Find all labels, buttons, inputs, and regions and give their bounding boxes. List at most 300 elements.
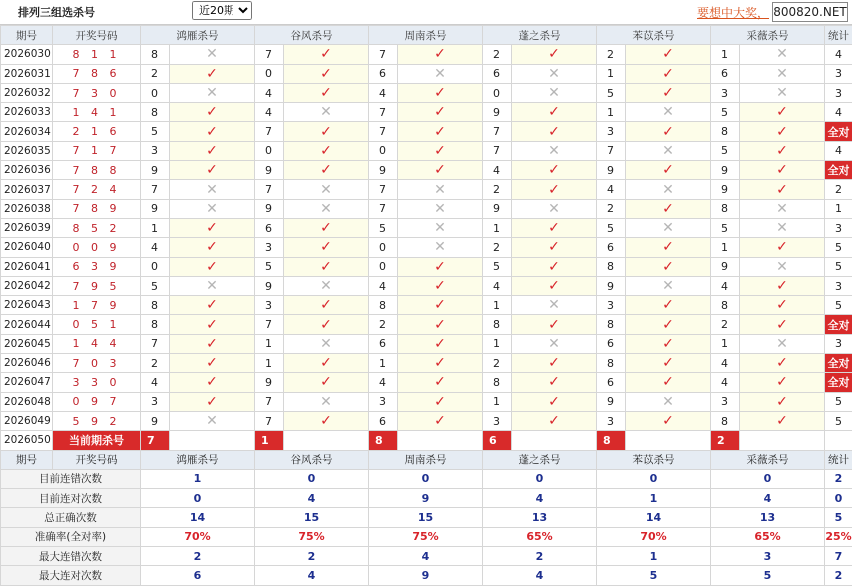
kill-number: 7 bbox=[369, 45, 398, 64]
total-cell: 3 bbox=[825, 83, 852, 102]
draw-number: 0 0 9 bbox=[53, 238, 141, 257]
kill-number: 3 bbox=[597, 122, 626, 141]
miss-cross-icon: ✕ bbox=[398, 218, 483, 237]
kill-number: 3 bbox=[711, 83, 740, 102]
total-cell: 4 bbox=[825, 103, 852, 122]
period-cell: 2026048 bbox=[1, 392, 53, 411]
hit-check-icon: ✓ bbox=[398, 83, 483, 102]
hit-check-icon: ✓ bbox=[626, 238, 711, 257]
kill-number: 1 bbox=[597, 64, 626, 83]
hit-check-icon: ✓ bbox=[512, 218, 597, 237]
hit-check-icon: ✓ bbox=[512, 276, 597, 295]
promo-link[interactable]: 要想中大奖， bbox=[697, 4, 769, 21]
kill-number: 0 bbox=[141, 257, 170, 276]
hit-check-icon: ✓ bbox=[398, 373, 483, 392]
stats-value: 65% bbox=[483, 527, 597, 546]
kill-number: 7 bbox=[369, 180, 398, 199]
kill-number: 8 bbox=[141, 296, 170, 315]
kill-number: 7 bbox=[141, 334, 170, 353]
total-cell: 5 bbox=[825, 257, 852, 276]
hit-check-icon: ✓ bbox=[284, 296, 369, 315]
total-cell: 3 bbox=[825, 64, 852, 83]
kill-number: 3 bbox=[711, 392, 740, 411]
hit-check-icon: ✓ bbox=[170, 64, 255, 83]
kill-number: 7 bbox=[255, 122, 284, 141]
kill-number: 6 bbox=[711, 64, 740, 83]
hit-check-icon: ✓ bbox=[740, 141, 825, 160]
hit-check-icon: ✓ bbox=[512, 392, 597, 411]
table-row bbox=[1, 373, 852, 392]
hit-check-icon: ✓ bbox=[398, 257, 483, 276]
kill-number: 7 bbox=[255, 180, 284, 199]
miss-cross-icon: ✕ bbox=[398, 238, 483, 257]
kill-number: 4 bbox=[369, 276, 398, 295]
kill-number: 8 bbox=[597, 257, 626, 276]
kill-number: 9 bbox=[711, 161, 740, 180]
total-cell: 4 bbox=[825, 45, 852, 64]
miss-cross-icon: ✕ bbox=[398, 199, 483, 218]
kill-number: 5 bbox=[597, 218, 626, 237]
period-cell: 2026030 bbox=[1, 45, 53, 64]
empty-cell bbox=[825, 431, 852, 450]
kill-number: 1 bbox=[711, 238, 740, 257]
table-row bbox=[1, 45, 852, 64]
kill-number: 5 bbox=[141, 122, 170, 141]
kill-number: 5 bbox=[483, 257, 512, 276]
kill-number: 6 bbox=[597, 334, 626, 353]
kill-number: 8 bbox=[711, 296, 740, 315]
stats-value: 75% bbox=[369, 527, 483, 546]
table-row bbox=[1, 180, 852, 199]
hit-check-icon: ✓ bbox=[626, 122, 711, 141]
period-cell: 2026034 bbox=[1, 122, 53, 141]
kill-number: 2 bbox=[141, 354, 170, 373]
hit-check-icon: ✓ bbox=[284, 238, 369, 257]
kill-number: 9 bbox=[141, 411, 170, 430]
miss-cross-icon: ✕ bbox=[398, 180, 483, 199]
kill-number: 6 bbox=[369, 411, 398, 430]
hit-check-icon: ✓ bbox=[512, 180, 597, 199]
hit-check-icon: ✓ bbox=[284, 122, 369, 141]
kill-number: 2 bbox=[597, 45, 626, 64]
kill-number: 7 bbox=[255, 392, 284, 411]
stats-row bbox=[1, 547, 852, 566]
stats-label: 目前连错次数 bbox=[1, 469, 141, 488]
current-kill-badge: 7 bbox=[141, 431, 170, 450]
period-cell: 2026036 bbox=[1, 161, 53, 180]
hit-check-icon: ✓ bbox=[398, 161, 483, 180]
header-expert-1: 鸿雁杀号 bbox=[141, 26, 255, 45]
kill-number: 3 bbox=[483, 411, 512, 430]
hit-check-icon: ✓ bbox=[284, 83, 369, 102]
miss-cross-icon: ✕ bbox=[170, 276, 255, 295]
miss-cross-icon: ✕ bbox=[626, 392, 711, 411]
kill-number: 8 bbox=[141, 103, 170, 122]
hit-check-icon: ✓ bbox=[398, 334, 483, 353]
stats-header-expert-3: 周南杀号 bbox=[369, 450, 483, 469]
hit-check-icon: ✓ bbox=[170, 315, 255, 334]
stats-value: 4 bbox=[255, 566, 369, 585]
hit-check-icon: ✓ bbox=[626, 354, 711, 373]
period-cell: 2026035 bbox=[1, 141, 53, 160]
kill-number: 1 bbox=[255, 334, 284, 353]
total-cell: 5 bbox=[825, 411, 852, 430]
miss-cross-icon: ✕ bbox=[512, 64, 597, 83]
miss-cross-icon: ✕ bbox=[170, 45, 255, 64]
kill-number: 3 bbox=[141, 141, 170, 160]
period-cell: 2026045 bbox=[1, 334, 53, 353]
kill-number: 7 bbox=[483, 141, 512, 160]
miss-cross-icon: ✕ bbox=[626, 276, 711, 295]
hit-check-icon: ✓ bbox=[512, 315, 597, 334]
hit-check-icon: ✓ bbox=[626, 199, 711, 218]
draw-number: 7 9 5 bbox=[53, 276, 141, 295]
kill-number: 3 bbox=[369, 392, 398, 411]
empty-cell bbox=[284, 431, 369, 450]
total-full-badge: 全对 bbox=[825, 122, 852, 141]
hit-check-icon: ✓ bbox=[284, 354, 369, 373]
hit-check-icon: ✓ bbox=[170, 296, 255, 315]
empty-cell bbox=[626, 431, 711, 450]
kill-number: 5 bbox=[711, 141, 740, 160]
kill-number: 6 bbox=[597, 373, 626, 392]
hit-check-icon: ✓ bbox=[512, 373, 597, 392]
hit-check-icon: ✓ bbox=[740, 161, 825, 180]
hit-check-icon: ✓ bbox=[170, 257, 255, 276]
period-cell: 2026033 bbox=[1, 103, 53, 122]
table-row bbox=[1, 161, 852, 180]
hit-check-icon: ✓ bbox=[284, 257, 369, 276]
hit-check-icon: ✓ bbox=[512, 45, 597, 64]
hit-check-icon: ✓ bbox=[170, 161, 255, 180]
stats-header-period: 期号 bbox=[1, 450, 53, 469]
hit-check-icon: ✓ bbox=[512, 161, 597, 180]
hit-check-icon: ✓ bbox=[626, 64, 711, 83]
kill-number: 6 bbox=[597, 238, 626, 257]
table-row bbox=[1, 392, 852, 411]
miss-cross-icon: ✕ bbox=[284, 180, 369, 199]
kill-number: 1 bbox=[369, 354, 398, 373]
hit-check-icon: ✓ bbox=[398, 411, 483, 430]
stats-label: 最大连错次数 bbox=[1, 547, 141, 566]
miss-cross-icon: ✕ bbox=[284, 334, 369, 353]
miss-cross-icon: ✕ bbox=[284, 199, 369, 218]
stats-label: 准确率(全对率) bbox=[1, 527, 141, 546]
current-kill-badge: 6 bbox=[483, 431, 512, 450]
draw-number: 7 0 3 bbox=[53, 354, 141, 373]
hit-check-icon: ✓ bbox=[626, 296, 711, 315]
kill-number: 1 bbox=[483, 392, 512, 411]
kill-number: 1 bbox=[711, 334, 740, 353]
table-row bbox=[1, 354, 852, 373]
period-cell: 2026039 bbox=[1, 218, 53, 237]
stats-value: 4 bbox=[255, 489, 369, 508]
miss-cross-icon: ✕ bbox=[170, 180, 255, 199]
kill-number: 8 bbox=[141, 315, 170, 334]
kill-table bbox=[0, 25, 852, 586]
header-expert-3: 周南杀号 bbox=[369, 26, 483, 45]
kill-number: 7 bbox=[369, 103, 398, 122]
current-period: 2026050 bbox=[1, 431, 53, 450]
hit-check-icon: ✓ bbox=[740, 392, 825, 411]
stats-value: 4 bbox=[483, 566, 597, 585]
kill-number: 4 bbox=[711, 276, 740, 295]
stats-header-row bbox=[1, 450, 852, 469]
hit-check-icon: ✓ bbox=[284, 45, 369, 64]
hit-check-icon: ✓ bbox=[170, 238, 255, 257]
hit-check-icon: ✓ bbox=[626, 315, 711, 334]
kill-number: 8 bbox=[483, 315, 512, 334]
hit-check-icon: ✓ bbox=[170, 218, 255, 237]
hit-check-icon: ✓ bbox=[512, 122, 597, 141]
stats-value: 9 bbox=[369, 489, 483, 508]
kill-number: 2 bbox=[483, 354, 512, 373]
kill-number: 9 bbox=[255, 276, 284, 295]
stats-value: 15 bbox=[255, 508, 369, 527]
stats-label: 目前连对次数 bbox=[1, 489, 141, 508]
hit-check-icon: ✓ bbox=[740, 354, 825, 373]
kill-number: 2 bbox=[369, 315, 398, 334]
header-total: 统计 bbox=[825, 26, 852, 45]
table-row bbox=[1, 411, 852, 430]
miss-cross-icon: ✕ bbox=[740, 257, 825, 276]
miss-cross-icon: ✕ bbox=[170, 83, 255, 102]
hit-check-icon: ✓ bbox=[398, 122, 483, 141]
hit-check-icon: ✓ bbox=[170, 354, 255, 373]
stats-total: 25% bbox=[825, 527, 852, 546]
table-row bbox=[1, 141, 852, 160]
stats-value: 9 bbox=[369, 566, 483, 585]
total-cell: 5 bbox=[825, 296, 852, 315]
stats-value: 13 bbox=[711, 508, 825, 527]
kill-number: 9 bbox=[369, 161, 398, 180]
kill-number: 0 bbox=[369, 238, 398, 257]
hit-check-icon: ✓ bbox=[284, 373, 369, 392]
draw-number: 3 3 0 bbox=[53, 373, 141, 392]
hit-check-icon: ✓ bbox=[170, 103, 255, 122]
empty-cell bbox=[398, 431, 483, 450]
kill-number: 1 bbox=[483, 218, 512, 237]
stats-header-expert-5: 苯苡杀号 bbox=[597, 450, 711, 469]
stats-header-expert-1: 鸿雁杀号 bbox=[141, 450, 255, 469]
kill-number: 7 bbox=[369, 122, 398, 141]
kill-number: 4 bbox=[711, 354, 740, 373]
kill-number: 8 bbox=[597, 315, 626, 334]
hit-check-icon: ✓ bbox=[740, 103, 825, 122]
stats-value: 0 bbox=[141, 489, 255, 508]
table-row bbox=[1, 64, 852, 83]
period-cell: 2026040 bbox=[1, 238, 53, 257]
total-cell: 3 bbox=[825, 276, 852, 295]
kill-number: 3 bbox=[597, 296, 626, 315]
draw-number: 7 3 0 bbox=[53, 83, 141, 102]
stats-header-expert-2: 谷风杀号 bbox=[255, 450, 369, 469]
miss-cross-icon: ✕ bbox=[512, 141, 597, 160]
draw-number: 0 5 1 bbox=[53, 315, 141, 334]
period-cell: 2026044 bbox=[1, 315, 53, 334]
kill-number: 9 bbox=[597, 161, 626, 180]
kill-number: 2 bbox=[597, 199, 626, 218]
stats-row bbox=[1, 566, 852, 585]
stats-value: 4 bbox=[369, 547, 483, 566]
kill-number: 0 bbox=[255, 141, 284, 160]
period-cell: 2026038 bbox=[1, 199, 53, 218]
table-row bbox=[1, 315, 852, 334]
kill-number: 8 bbox=[483, 373, 512, 392]
kill-number: 9 bbox=[483, 103, 512, 122]
draw-number: 1 7 9 bbox=[53, 296, 141, 315]
current-row bbox=[1, 431, 852, 450]
kill-number: 2 bbox=[483, 180, 512, 199]
total-full-badge: 全对 bbox=[825, 354, 852, 373]
miss-cross-icon: ✕ bbox=[170, 199, 255, 218]
draw-number: 7 8 8 bbox=[53, 161, 141, 180]
kill-number: 4 bbox=[255, 103, 284, 122]
total-full-badge: 全对 bbox=[825, 315, 852, 334]
kill-number: 7 bbox=[255, 315, 284, 334]
kill-number: 9 bbox=[141, 199, 170, 218]
kill-number: 1 bbox=[597, 103, 626, 122]
table-row bbox=[1, 257, 852, 276]
kill-number: 8 bbox=[141, 45, 170, 64]
hit-check-icon: ✓ bbox=[626, 334, 711, 353]
hit-check-icon: ✓ bbox=[740, 373, 825, 392]
stats-value: 75% bbox=[255, 527, 369, 546]
total-cell: 4 bbox=[825, 141, 852, 160]
kill-number: 7 bbox=[255, 45, 284, 64]
hit-check-icon: ✓ bbox=[512, 411, 597, 430]
stats-header-expert-6: 采薇杀号 bbox=[711, 450, 825, 469]
empty-cell bbox=[740, 431, 825, 450]
kill-number: 4 bbox=[483, 161, 512, 180]
kill-number: 3 bbox=[141, 392, 170, 411]
table-row bbox=[1, 103, 852, 122]
stats-value: 1 bbox=[141, 469, 255, 488]
miss-cross-icon: ✕ bbox=[740, 45, 825, 64]
kill-number: 1 bbox=[483, 334, 512, 353]
empty-cell bbox=[512, 431, 597, 450]
miss-cross-icon: ✕ bbox=[740, 83, 825, 102]
hit-check-icon: ✓ bbox=[170, 373, 255, 392]
range-select[interactable] bbox=[192, 1, 252, 20]
draw-number: 1 4 4 bbox=[53, 334, 141, 353]
kill-number: 8 bbox=[711, 122, 740, 141]
period-cell: 2026047 bbox=[1, 373, 53, 392]
kill-number: 6 bbox=[483, 64, 512, 83]
period-cell: 2026049 bbox=[1, 411, 53, 430]
period-cell: 2026037 bbox=[1, 180, 53, 199]
hit-check-icon: ✓ bbox=[398, 276, 483, 295]
stats-value: 15 bbox=[369, 508, 483, 527]
stats-total: 2 bbox=[825, 566, 852, 585]
table-row bbox=[1, 296, 852, 315]
hit-check-icon: ✓ bbox=[398, 103, 483, 122]
stats-value: 4 bbox=[483, 489, 597, 508]
kill-number: 0 bbox=[141, 83, 170, 102]
kill-number: 6 bbox=[255, 218, 284, 237]
stats-label: 最大连对次数 bbox=[1, 566, 141, 585]
stats-value: 0 bbox=[711, 469, 825, 488]
kill-number: 6 bbox=[369, 334, 398, 353]
kill-number: 5 bbox=[711, 218, 740, 237]
hit-check-icon: ✓ bbox=[626, 411, 711, 430]
hit-check-icon: ✓ bbox=[398, 296, 483, 315]
hit-check-icon: ✓ bbox=[284, 64, 369, 83]
total-cell: 3 bbox=[825, 218, 852, 237]
stats-value: 2 bbox=[483, 547, 597, 566]
kill-number: 5 bbox=[255, 257, 284, 276]
kill-number: 9 bbox=[483, 199, 512, 218]
stats-value: 3 bbox=[711, 547, 825, 566]
kill-number: 9 bbox=[597, 276, 626, 295]
kill-number: 4 bbox=[141, 373, 170, 392]
hit-check-icon: ✓ bbox=[740, 238, 825, 257]
table-row bbox=[1, 218, 852, 237]
hit-check-icon: ✓ bbox=[170, 122, 255, 141]
stats-value: 0 bbox=[597, 469, 711, 488]
kill-number: 5 bbox=[369, 218, 398, 237]
kill-number: 9 bbox=[255, 373, 284, 392]
stats-value: 2 bbox=[141, 547, 255, 566]
kill-number: 9 bbox=[597, 392, 626, 411]
kill-number: 5 bbox=[711, 103, 740, 122]
stats-value: 4 bbox=[711, 489, 825, 508]
hit-check-icon: ✓ bbox=[284, 161, 369, 180]
miss-cross-icon: ✕ bbox=[740, 199, 825, 218]
current-kill-badge: 1 bbox=[255, 431, 284, 450]
kill-number: 7 bbox=[483, 122, 512, 141]
kill-number: 0 bbox=[255, 64, 284, 83]
stats-row bbox=[1, 527, 852, 546]
hit-check-icon: ✓ bbox=[740, 180, 825, 199]
kill-number: 4 bbox=[711, 373, 740, 392]
period-cell: 2026042 bbox=[1, 276, 53, 295]
hit-check-icon: ✓ bbox=[740, 315, 825, 334]
stats-value: 14 bbox=[141, 508, 255, 527]
kill-number: 7 bbox=[255, 411, 284, 430]
period-cell: 2026041 bbox=[1, 257, 53, 276]
kill-number: 2 bbox=[483, 238, 512, 257]
period-cell: 2026043 bbox=[1, 296, 53, 315]
miss-cross-icon: ✕ bbox=[512, 334, 597, 353]
miss-cross-icon: ✕ bbox=[512, 296, 597, 315]
stats-row bbox=[1, 508, 852, 527]
kill-number: 7 bbox=[141, 180, 170, 199]
kill-number: 9 bbox=[255, 161, 284, 180]
kill-number: 8 bbox=[711, 199, 740, 218]
stats-total: 7 bbox=[825, 547, 852, 566]
kill-number: 3 bbox=[255, 238, 284, 257]
kill-number: 8 bbox=[597, 354, 626, 373]
draw-number: 8 5 2 bbox=[53, 218, 141, 237]
stats-value: 5 bbox=[597, 566, 711, 585]
miss-cross-icon: ✕ bbox=[740, 64, 825, 83]
hit-check-icon: ✓ bbox=[626, 45, 711, 64]
stats-value: 2 bbox=[255, 547, 369, 566]
kill-number: 1 bbox=[141, 218, 170, 237]
total-cell: 2 bbox=[825, 180, 852, 199]
kill-number: 1 bbox=[255, 354, 284, 373]
hit-check-icon: ✓ bbox=[284, 141, 369, 160]
stats-header-expert-4: 蓬之杀号 bbox=[483, 450, 597, 469]
stats-value: 1 bbox=[597, 547, 711, 566]
stats-value: 0 bbox=[369, 469, 483, 488]
kill-number: 9 bbox=[255, 199, 284, 218]
hit-check-icon: ✓ bbox=[740, 276, 825, 295]
hit-check-icon: ✓ bbox=[626, 161, 711, 180]
total-cell: 1 bbox=[825, 199, 852, 218]
stats-value: 70% bbox=[597, 527, 711, 546]
